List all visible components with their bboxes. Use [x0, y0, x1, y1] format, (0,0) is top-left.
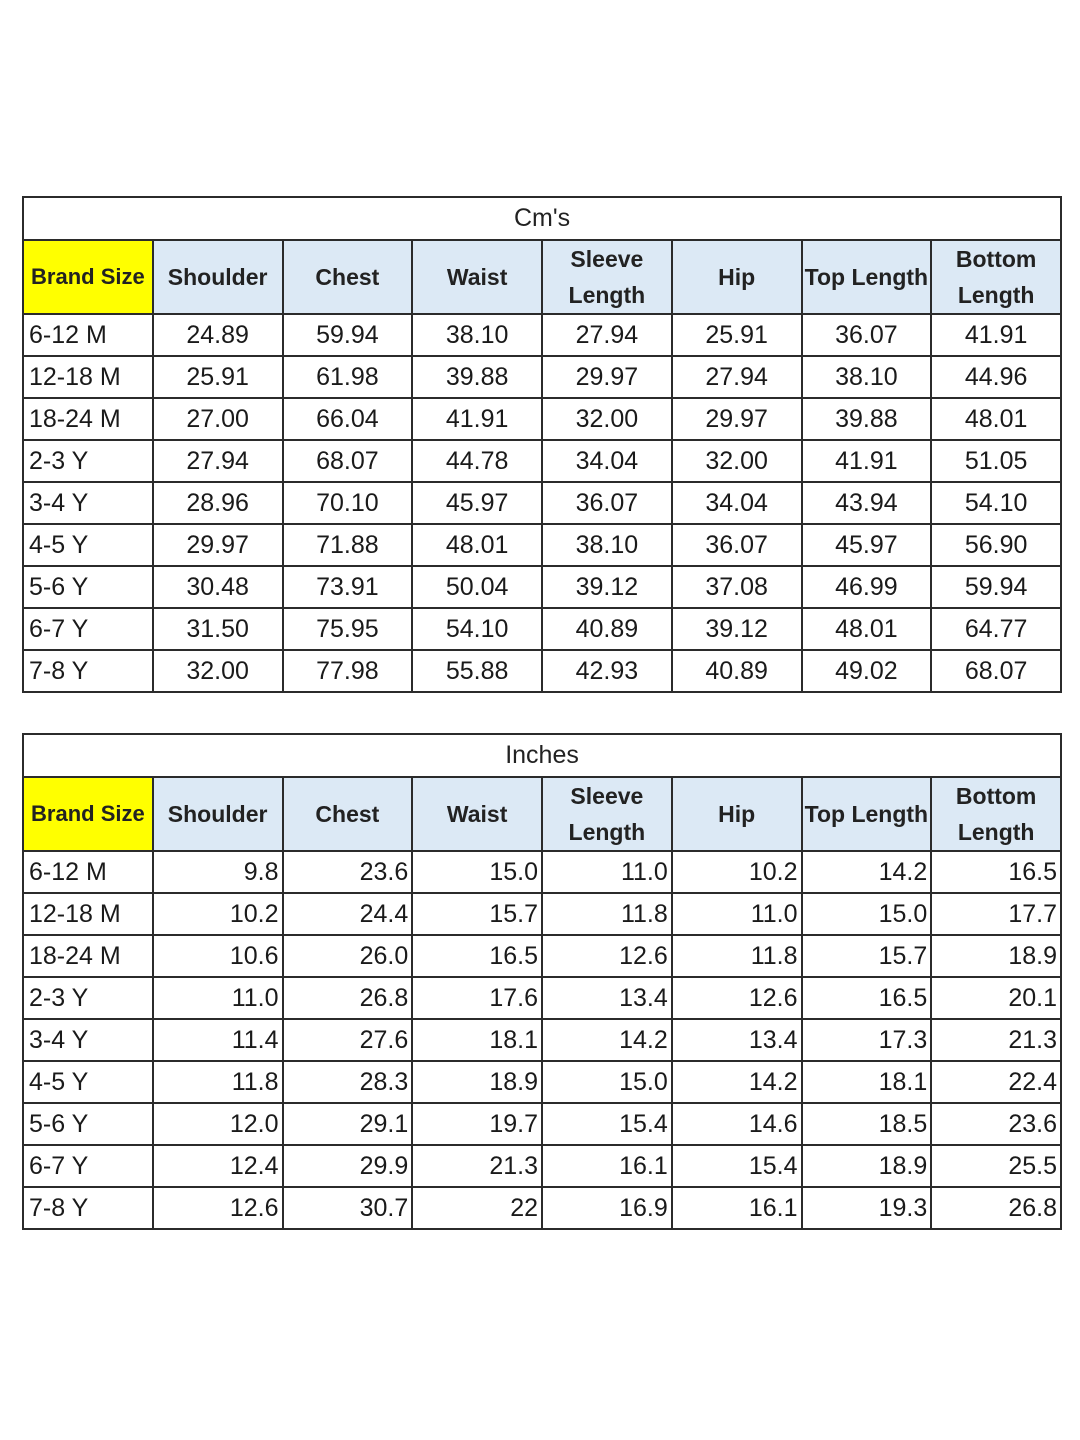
measurement-cell: 37.08 [672, 566, 802, 608]
measurement-cell: 44.78 [412, 440, 542, 482]
measurement-cell: 11.4 [153, 1019, 283, 1061]
table-row [23, 314, 1061, 356]
measurement-cell: 32.00 [672, 440, 802, 482]
measurement-cell: 11.0 [672, 893, 802, 935]
measurement-cell: 11.8 [153, 1061, 283, 1103]
table-row [23, 977, 1061, 1019]
measurement-cell: 13.4 [542, 977, 672, 1019]
measurement-cell: 39.12 [542, 566, 672, 608]
measurement-cell: 25.91 [153, 356, 283, 398]
measurement-cell: 14.6 [672, 1103, 802, 1145]
table-row [23, 851, 1061, 893]
measurement-cell: 12.6 [153, 1187, 283, 1229]
measurement-cell: 39.12 [672, 608, 802, 650]
measurement-cell: 48.01 [802, 608, 932, 650]
measurement-cell: 42.93 [542, 650, 672, 692]
size-label-cell: 5-6 Y [23, 566, 153, 608]
measurement-cell: 27.94 [672, 356, 802, 398]
measurement-cell: 34.04 [672, 482, 802, 524]
size-label-cell: 2-3 Y [23, 977, 153, 1019]
measurement-cell: 30.7 [283, 1187, 413, 1229]
measurement-cell: 17.7 [931, 893, 1061, 935]
measurement-cell: 38.10 [412, 314, 542, 356]
measurement-cell: 20.1 [931, 977, 1061, 1019]
measurement-cell: 10.2 [672, 851, 802, 893]
measurement-cell: 29.1 [283, 1103, 413, 1145]
table-row [23, 1019, 1061, 1061]
measurement-cell: 75.95 [283, 608, 413, 650]
measurement-cell: 48.01 [931, 398, 1061, 440]
size-label-cell: 3-4 Y [23, 482, 153, 524]
size-label-cell: 12-18 M [23, 356, 153, 398]
table-row [23, 893, 1061, 935]
size-label-cell: 4-5 Y [23, 1061, 153, 1103]
column-header: Chest [283, 240, 413, 314]
measurement-cell: 27.94 [153, 440, 283, 482]
cm-header-row [23, 240, 1061, 314]
measurement-cell: 11.8 [542, 893, 672, 935]
measurement-cell: 24.4 [283, 893, 413, 935]
measurement-cell: 21.3 [931, 1019, 1061, 1061]
column-header: Bottom Length [931, 240, 1061, 314]
measurement-cell: 11.8 [672, 935, 802, 977]
column-header: Shoulder [153, 240, 283, 314]
measurement-cell: 27.94 [542, 314, 672, 356]
measurement-cell: 15.0 [542, 1061, 672, 1103]
measurement-cell: 27.6 [283, 1019, 413, 1061]
size-label-cell: 6-12 M [23, 851, 153, 893]
measurement-cell: 64.77 [931, 608, 1061, 650]
measurement-cell: 45.97 [412, 482, 542, 524]
measurement-cell: 17.3 [802, 1019, 932, 1061]
measurement-cell: 14.2 [802, 851, 932, 893]
measurement-cell: 49.02 [802, 650, 932, 692]
measurement-cell: 10.6 [153, 935, 283, 977]
measurement-cell: 15.4 [542, 1103, 672, 1145]
measurement-cell: 54.10 [412, 608, 542, 650]
measurement-cell: 41.91 [802, 440, 932, 482]
measurement-cell: 29.9 [283, 1145, 413, 1187]
measurement-cell: 23.6 [931, 1103, 1061, 1145]
measurement-cell: 16.9 [542, 1187, 672, 1229]
measurement-cell: 21.3 [412, 1145, 542, 1187]
size-label-cell: 3-4 Y [23, 1019, 153, 1061]
measurement-cell: 28.3 [283, 1061, 413, 1103]
measurement-cell: 68.07 [283, 440, 413, 482]
measurement-cell: 29.97 [153, 524, 283, 566]
measurement-cell: 32.00 [542, 398, 672, 440]
measurement-cell: 9.8 [153, 851, 283, 893]
measurement-cell: 27.00 [153, 398, 283, 440]
measurement-cell: 12.6 [542, 935, 672, 977]
measurement-cell: 24.89 [153, 314, 283, 356]
size-label-cell: 18-24 M [23, 398, 153, 440]
measurement-cell: 43.94 [802, 482, 932, 524]
size-label-cell: 6-7 Y [23, 1145, 153, 1187]
cm-title-row [23, 197, 1061, 240]
table-row [23, 1061, 1061, 1103]
measurement-cell: 25.5 [931, 1145, 1061, 1187]
measurement-cell: 18.9 [412, 1061, 542, 1103]
measurement-cell: 70.10 [283, 482, 413, 524]
column-header: Top Length [802, 240, 932, 314]
measurement-cell: 45.97 [802, 524, 932, 566]
measurement-cell: 10.2 [153, 893, 283, 935]
column-header: Hip [672, 777, 802, 851]
measurement-cell: 40.89 [542, 608, 672, 650]
measurement-cell: 36.07 [542, 482, 672, 524]
measurement-cell: 38.10 [802, 356, 932, 398]
measurement-cell: 73.91 [283, 566, 413, 608]
measurement-cell: 29.97 [672, 398, 802, 440]
table-row [23, 1187, 1061, 1229]
measurement-cell: 15.4 [672, 1145, 802, 1187]
column-header: Hip [672, 240, 802, 314]
cm-table-title: Cm's [23, 197, 1061, 240]
column-header: Shoulder [153, 777, 283, 851]
size-chart-cm-table [22, 196, 1062, 693]
inches-header-row [23, 777, 1061, 851]
size-label-cell: 5-6 Y [23, 1103, 153, 1145]
measurement-cell: 16.5 [412, 935, 542, 977]
column-header: Chest [283, 777, 413, 851]
measurement-cell: 15.7 [802, 935, 932, 977]
table-row [23, 1103, 1061, 1145]
measurement-cell: 23.6 [283, 851, 413, 893]
column-header: Sleeve Length [542, 240, 672, 314]
measurement-cell: 31.50 [153, 608, 283, 650]
measurement-cell: 30.48 [153, 566, 283, 608]
inches-title-row [23, 734, 1061, 777]
column-header: Brand Size [23, 777, 153, 851]
measurement-cell: 54.10 [931, 482, 1061, 524]
measurement-cell: 14.2 [672, 1061, 802, 1103]
measurement-cell: 11.0 [542, 851, 672, 893]
measurement-cell: 28.96 [153, 482, 283, 524]
measurement-cell: 18.1 [412, 1019, 542, 1061]
measurement-cell: 26.8 [283, 977, 413, 1019]
table-row [23, 356, 1061, 398]
column-header: Sleeve Length [542, 777, 672, 851]
size-label-cell: 12-18 M [23, 893, 153, 935]
measurement-cell: 15.0 [412, 851, 542, 893]
measurement-cell: 18.9 [931, 935, 1061, 977]
measurement-cell: 22 [412, 1187, 542, 1229]
size-label-cell: 2-3 Y [23, 440, 153, 482]
measurement-cell: 39.88 [412, 356, 542, 398]
measurement-cell: 17.6 [412, 977, 542, 1019]
measurement-cell: 77.98 [283, 650, 413, 692]
table-row [23, 440, 1061, 482]
size-label-cell: 6-7 Y [23, 608, 153, 650]
measurement-cell: 26.0 [283, 935, 413, 977]
measurement-cell: 32.00 [153, 650, 283, 692]
measurement-cell: 29.97 [542, 356, 672, 398]
measurement-cell: 39.88 [802, 398, 932, 440]
size-chart-inches-table [22, 733, 1062, 1230]
table-row [23, 650, 1061, 692]
measurement-cell: 16.5 [802, 977, 932, 1019]
table-row [23, 566, 1061, 608]
table-row [23, 608, 1061, 650]
measurement-cell: 14.2 [542, 1019, 672, 1061]
column-header: Waist [412, 240, 542, 314]
measurement-cell: 66.04 [283, 398, 413, 440]
measurement-cell: 34.04 [542, 440, 672, 482]
measurement-cell: 56.90 [931, 524, 1061, 566]
size-label-cell: 6-12 M [23, 314, 153, 356]
measurement-cell: 13.4 [672, 1019, 802, 1061]
measurement-cell: 38.10 [542, 524, 672, 566]
measurement-cell: 48.01 [412, 524, 542, 566]
measurement-cell: 36.07 [672, 524, 802, 566]
measurement-cell: 71.88 [283, 524, 413, 566]
measurement-cell: 18.9 [802, 1145, 932, 1187]
measurement-cell: 12.4 [153, 1145, 283, 1187]
measurement-cell: 41.91 [412, 398, 542, 440]
measurement-cell: 18.5 [802, 1103, 932, 1145]
size-label-cell: 4-5 Y [23, 524, 153, 566]
measurement-cell: 36.07 [802, 314, 932, 356]
measurement-cell: 16.5 [931, 851, 1061, 893]
table-row [23, 398, 1061, 440]
table-row [23, 1145, 1061, 1187]
measurement-cell: 22.4 [931, 1061, 1061, 1103]
table-row [23, 524, 1061, 566]
column-header: Top Length [802, 777, 932, 851]
measurement-cell: 15.7 [412, 893, 542, 935]
table-row [23, 482, 1061, 524]
size-label-cell: 7-8 Y [23, 1187, 153, 1229]
measurement-cell: 41.91 [931, 314, 1061, 356]
measurement-cell: 25.91 [672, 314, 802, 356]
table-row [23, 935, 1061, 977]
measurement-cell: 55.88 [412, 650, 542, 692]
measurement-cell: 59.94 [931, 566, 1061, 608]
column-header: Bottom Length [931, 777, 1061, 851]
measurement-cell: 12.6 [672, 977, 802, 1019]
size-label-cell: 7-8 Y [23, 650, 153, 692]
measurement-cell: 12.0 [153, 1103, 283, 1145]
measurement-cell: 68.07 [931, 650, 1061, 692]
measurement-cell: 18.1 [802, 1061, 932, 1103]
inches-table-title: Inches [23, 734, 1061, 777]
measurement-cell: 16.1 [542, 1145, 672, 1187]
measurement-cell: 50.04 [412, 566, 542, 608]
measurement-cell: 26.8 [931, 1187, 1061, 1229]
measurement-cell: 61.98 [283, 356, 413, 398]
size-label-cell: 18-24 M [23, 935, 153, 977]
measurement-cell: 40.89 [672, 650, 802, 692]
measurement-cell: 19.7 [412, 1103, 542, 1145]
measurement-cell: 44.96 [931, 356, 1061, 398]
column-header: Waist [412, 777, 542, 851]
column-header: Brand Size [23, 240, 153, 314]
measurement-cell: 16.1 [672, 1187, 802, 1229]
measurement-cell: 15.0 [802, 893, 932, 935]
measurement-cell: 11.0 [153, 977, 283, 1019]
measurement-cell: 46.99 [802, 566, 932, 608]
measurement-cell: 59.94 [283, 314, 413, 356]
measurement-cell: 51.05 [931, 440, 1061, 482]
measurement-cell: 19.3 [802, 1187, 932, 1229]
